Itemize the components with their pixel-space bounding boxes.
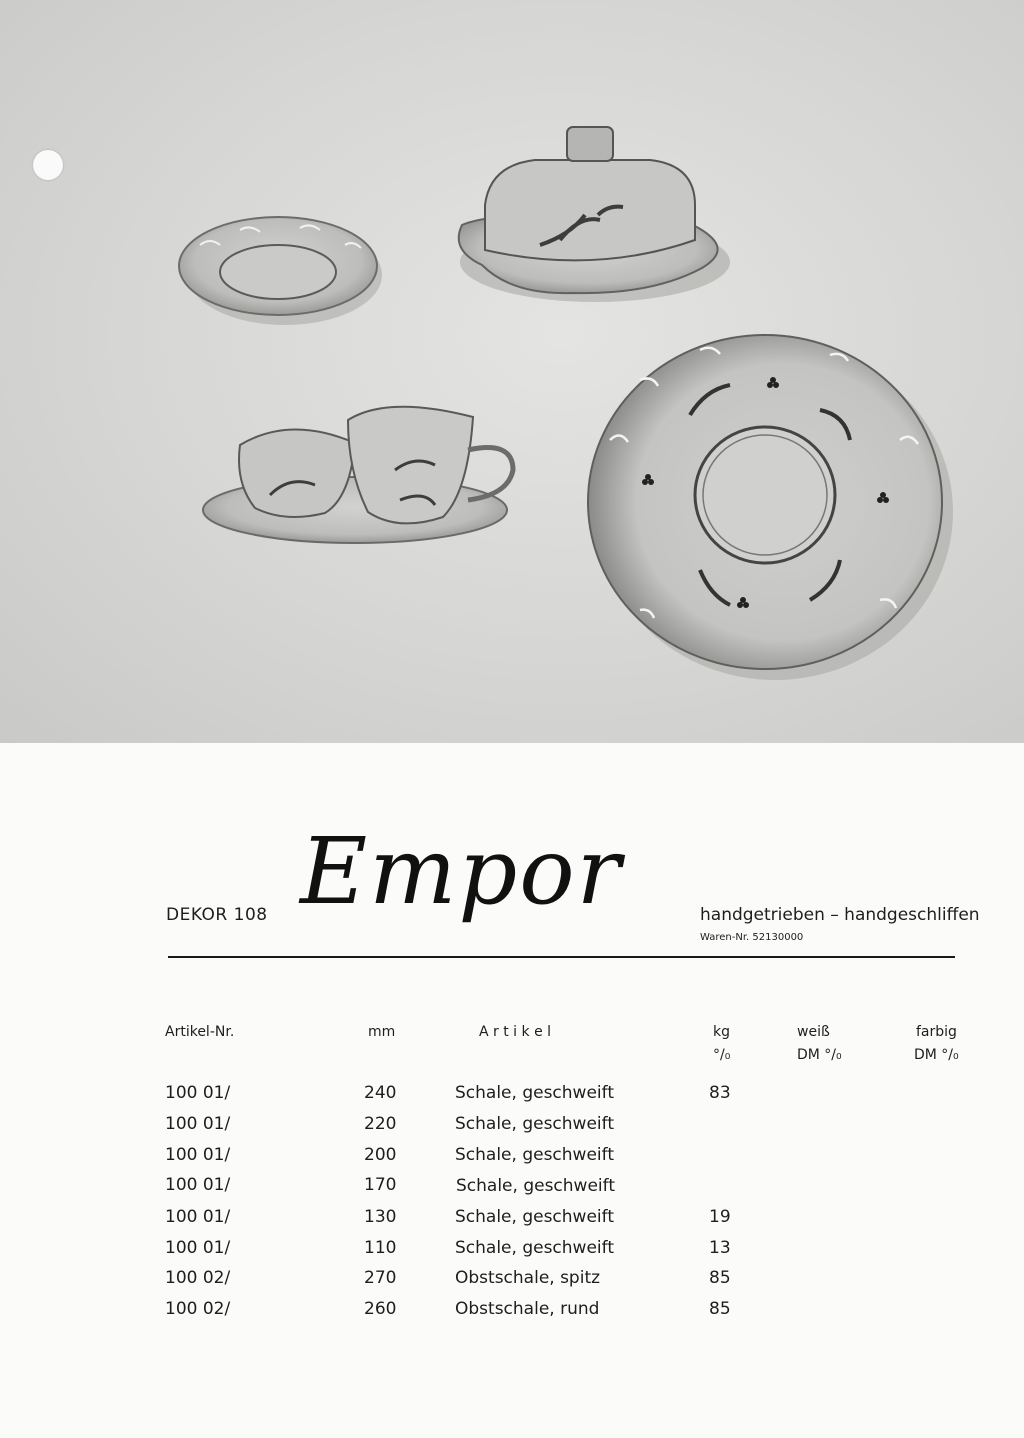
header-artikel: A r t i k e l — [479, 1024, 552, 1040]
dekor-label: DEKOR 108 — [166, 905, 268, 925]
cell-kg: 85 — [709, 1268, 731, 1288]
cell-mm: 170 — [364, 1175, 397, 1195]
header-weiss-unit: DM °/₀ — [797, 1047, 842, 1063]
waren-nr: Waren-Nr. 52130000 — [700, 932, 804, 943]
cell-kg: 85 — [709, 1299, 731, 1319]
cell-artikel-nr: 100 01/ — [165, 1083, 231, 1103]
header-mm: mm — [368, 1024, 396, 1040]
cell-kg: 19 — [709, 1207, 731, 1227]
header-weiss: weiß — [797, 1024, 830, 1040]
cell-mm: 260 — [364, 1299, 397, 1319]
header-kg: kg — [713, 1024, 730, 1040]
cream-sugar-set — [203, 407, 513, 543]
cell-artikel-nr: 100 02/ — [165, 1268, 231, 1288]
brand-logo-text: Empor — [300, 818, 623, 925]
header-artikel-nr: Artikel-Nr. — [165, 1024, 235, 1040]
cell-kg: 83 — [709, 1083, 731, 1103]
cell-artikel: Schale, geschweift — [455, 1114, 614, 1134]
punch-hole — [33, 150, 63, 180]
cell-artikel: Schale, geschweift — [456, 1176, 615, 1196]
cell-mm: 130 — [364, 1207, 397, 1227]
butter-dish — [459, 127, 730, 302]
cell-mm: 240 — [364, 1083, 397, 1103]
cell-artikel-nr: 100 01/ — [165, 1145, 231, 1165]
header-kg-unit: °/₀ — [713, 1047, 731, 1063]
cell-artikel: Obstschale, spitz — [455, 1268, 601, 1288]
cell-artikel-nr: 100 01/ — [165, 1114, 231, 1134]
header-farbig: farbig — [916, 1024, 957, 1040]
cell-mm: 270 — [364, 1268, 397, 1288]
cell-artikel: Schale, geschweift — [455, 1145, 614, 1165]
cell-mm: 110 — [364, 1238, 397, 1258]
cell-artikel-nr: 100 01/ — [165, 1238, 231, 1258]
cell-artikel: Schale, geschweift — [455, 1083, 614, 1103]
header-farbig-unit: DM °/₀ — [914, 1047, 959, 1063]
cell-artikel: Schale, geschweift — [455, 1238, 614, 1258]
cell-mm: 220 — [364, 1114, 397, 1134]
cell-artikel: Obstschale, rund — [455, 1299, 600, 1319]
cell-artikel-nr: 100 01/ — [165, 1207, 231, 1227]
cell-artikel: Schale, geschweift — [455, 1207, 614, 1227]
cell-artikel-nr: 100 01/ — [165, 1175, 231, 1195]
small-dish — [179, 217, 382, 325]
header-divider — [168, 956, 955, 958]
subtitle: handgetrieben – handgeschliffen — [700, 905, 980, 925]
cell-kg: 13 — [709, 1238, 731, 1258]
large-plate — [588, 335, 953, 680]
cell-artikel-nr: 100 02/ — [165, 1299, 231, 1319]
cell-mm: 200 — [364, 1145, 397, 1165]
